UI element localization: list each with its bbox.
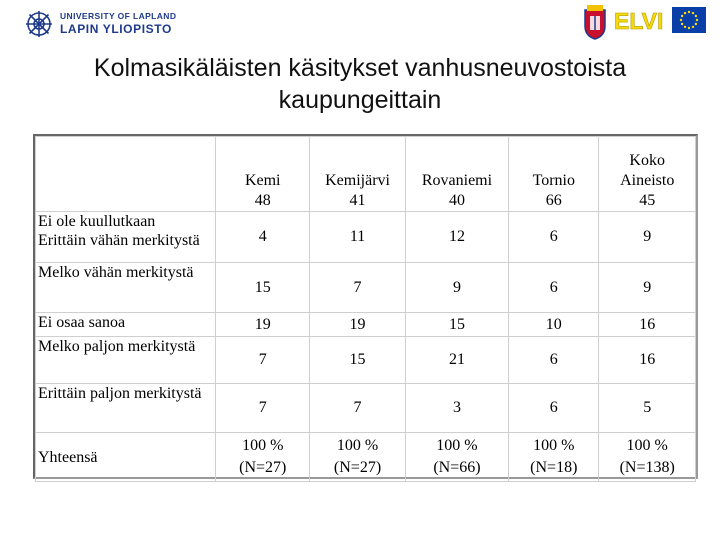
column-header: Koko Aineisto 45 — [599, 137, 696, 212]
table-cell: 15 — [405, 313, 508, 337]
table-cell: 11 — [310, 212, 405, 263]
snowflake-logo-icon — [24, 9, 54, 39]
table-cell: 4 — [216, 212, 310, 263]
university-name — [60, 11, 176, 36]
table-total-row — [36, 433, 696, 482]
table-row — [36, 337, 696, 384]
table-cell: 10 — [509, 313, 599, 337]
corner-cell — [36, 137, 216, 212]
results-table — [35, 136, 696, 482]
row-label: Erittäin paljon merkitystä — [36, 384, 216, 433]
table-cell: 7 — [310, 384, 405, 433]
table-cell: 9 — [405, 263, 508, 313]
table-cell: 21 — [405, 337, 508, 384]
elvi-logo-text: ELVI — [614, 8, 664, 34]
column-header: Rovaniemi 40 — [405, 137, 508, 212]
table-header-row — [36, 137, 696, 212]
table-cell: 9 — [599, 212, 696, 263]
table-cell: 5 — [599, 384, 696, 433]
table-cell: 15 — [310, 337, 405, 384]
total-cell: 100 % (N=18) — [509, 433, 599, 482]
column-header: Kemi 48 — [216, 137, 310, 212]
table-cell: 6 — [509, 384, 599, 433]
elvi-logo — [612, 5, 668, 35]
table-cell: 16 — [599, 313, 696, 337]
row-label: Ei ole kuullutkaan Erittäin vähän merkitystä — [36, 212, 216, 263]
row-label: Ei osaa sanoa — [36, 313, 216, 337]
table-cell: 3 — [405, 384, 508, 433]
table-row — [36, 384, 696, 433]
table-cell: 9 — [599, 263, 696, 313]
total-cell: 100 % (N=66) — [405, 433, 508, 482]
table-cell: 6 — [509, 337, 599, 384]
table-cell: 15 — [216, 263, 310, 313]
table-cell: 16 — [599, 337, 696, 384]
table-cell: 19 — [216, 313, 310, 337]
logo-line-1: UNIVERSITY OF LAPLAND — [60, 11, 177, 21]
table-cell: 6 — [509, 263, 599, 313]
table-cell: 7 — [216, 384, 310, 433]
table-row — [36, 212, 696, 263]
logo-line-2: LAPIN YLIOPISTO — [60, 22, 172, 36]
eu-flag-icon — [672, 7, 706, 33]
title-line-1: Kolmasikäläisten käsitykset vanhusneuvostoista — [93, 54, 627, 82]
table-cell: 12 — [405, 212, 508, 263]
coat-of-arms-icon — [582, 4, 608, 40]
row-label: Yhteensä — [36, 433, 216, 482]
page-title — [0, 52, 720, 116]
row-label: Melko paljon merkitystä — [36, 337, 216, 384]
column-header: Kemijärvi 41 — [310, 137, 405, 212]
table-row — [36, 263, 696, 313]
column-header: Tornio 66 — [509, 137, 599, 212]
total-cell: 100 % (N=27) — [310, 433, 405, 482]
table-cell: 6 — [509, 212, 599, 263]
total-cell: 100 % (N=138) — [599, 433, 696, 482]
table-cell: 7 — [310, 263, 405, 313]
table-row — [36, 313, 696, 337]
total-cell: 100 % (N=27) — [216, 433, 310, 482]
title-line-2: kaupungeittain — [278, 86, 442, 114]
table-cell: 19 — [310, 313, 405, 337]
table-cell: 7 — [216, 337, 310, 384]
row-label: Melko vähän merkitystä — [36, 263, 216, 313]
results-table-frame — [33, 134, 698, 479]
university-logo — [24, 9, 184, 39]
